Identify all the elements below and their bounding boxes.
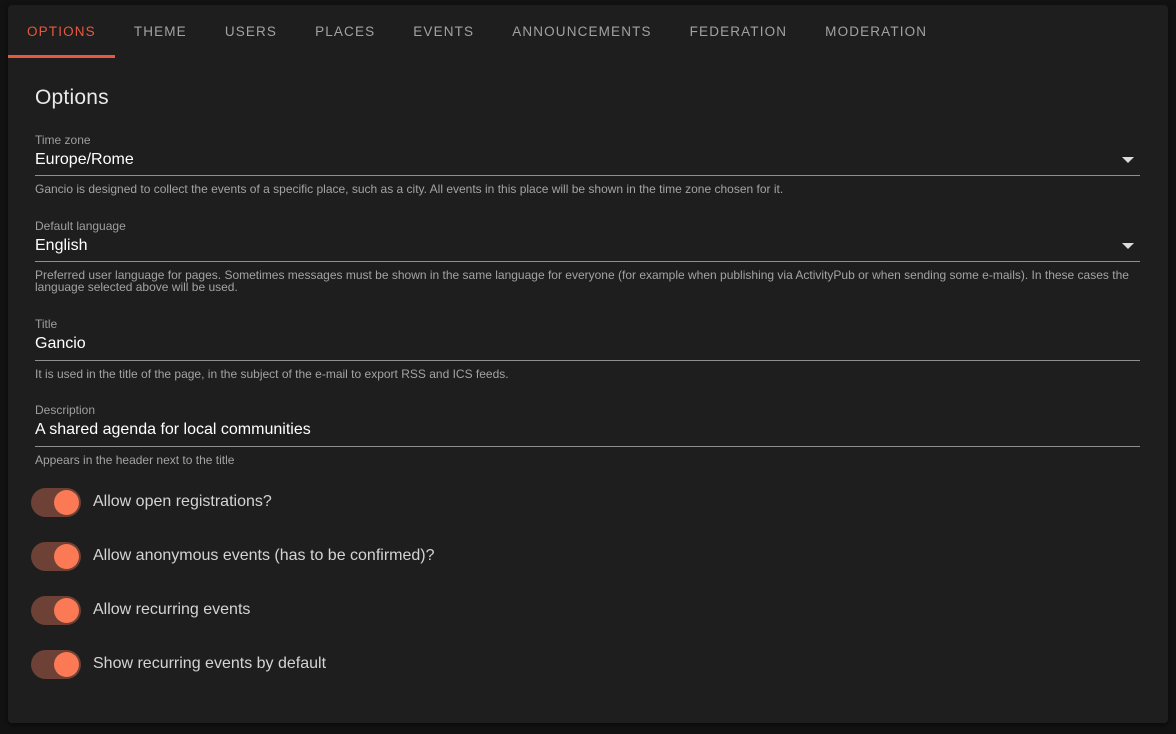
- toggle-row-recurring-events: [35, 596, 1140, 625]
- tab-options-label: OPTIONS: [27, 24, 96, 39]
- tab-theme-label: THEME: [133, 24, 187, 39]
- description-field: [35, 403, 1140, 467]
- toggle-row-open-registrations: [35, 488, 1140, 517]
- timezone-value: Europe/Rome: [35, 151, 134, 168]
- recurring-events-switch[interactable]: [31, 596, 81, 625]
- tab-places[interactable]: [296, 5, 394, 58]
- switch-thumb: [54, 598, 79, 623]
- description-label: Description: [35, 403, 96, 417]
- tab-theme[interactable]: [115, 5, 206, 58]
- tab-events[interactable]: [394, 5, 493, 58]
- timezone-label: Time zone: [35, 133, 91, 147]
- tab-moderation-label: MODERATION: [825, 24, 928, 39]
- show-recurring-default-switch[interactable]: [31, 650, 81, 679]
- timezone-field: [35, 133, 1140, 196]
- toggle-list: [35, 488, 1140, 679]
- switch-thumb: [54, 652, 79, 677]
- recurring-events-label: Allow recurring events: [93, 601, 251, 618]
- timezone-select[interactable]: [35, 151, 1140, 176]
- anonymous-events-label: Allow anonymous events (has to be confirmed)?: [93, 547, 435, 564]
- switch-thumb: [54, 490, 79, 515]
- default-language-field: [35, 219, 1140, 294]
- title-input[interactable]: [35, 335, 1140, 361]
- options-panel: [8, 58, 1168, 679]
- page-title: Options: [35, 86, 109, 109]
- toggle-row-anonymous-events: [35, 542, 1140, 571]
- timezone-hint: Gancio is designed to collect the events of a specific place, such as a city. All events in this place will be shown in the time zone chosen for it.: [35, 182, 784, 196]
- admin-settings-card: [8, 5, 1168, 723]
- tab-announcements[interactable]: [493, 5, 670, 58]
- default-language-hint: Preferred user language for pages. Sometimes messages must be shown in the same language for everyone (for example when publishing via ActivityPub or when sending some e-mails). In these cases the language selected above will be used.: [35, 267, 1129, 294]
- anonymous-events-switch[interactable]: [31, 542, 81, 571]
- default-language-select[interactable]: [35, 237, 1140, 262]
- tab-federation-label: FEDERATION: [689, 24, 788, 39]
- open-registrations-label: Allow open registrations?: [93, 493, 272, 510]
- caret-down-icon: [1122, 157, 1134, 163]
- description-hint: Appears in the header next to the title: [35, 453, 235, 467]
- default-language-label: Default language: [35, 218, 126, 233]
- title-label: Title: [35, 316, 58, 331]
- toggle-row-show-recurring-default: [35, 650, 1140, 679]
- tab-announcements-label: ANNOUNCEMENTS: [512, 24, 652, 39]
- show-recurring-default-label: Show recurring events by default: [93, 655, 327, 672]
- title-field: [35, 317, 1140, 381]
- default-language-value: English: [35, 236, 88, 254]
- tab-moderation[interactable]: [806, 5, 946, 58]
- switch-thumb: [54, 544, 79, 569]
- tab-users[interactable]: [206, 5, 296, 58]
- description-input[interactable]: [35, 421, 1140, 447]
- tab-users-label: USERS: [224, 24, 278, 39]
- tab-places-label: PLACES: [315, 24, 376, 39]
- tab-federation[interactable]: [671, 5, 807, 58]
- tab-options[interactable]: [8, 5, 115, 58]
- title-hint: It is used in the title of the page, in the subject of the e-mail to export RSS and ICS feeds.: [35, 366, 509, 381]
- admin-tab-bar: [8, 5, 1168, 58]
- open-registrations-switch[interactable]: [31, 488, 81, 517]
- caret-down-icon: [1122, 243, 1134, 249]
- tab-events-label: EVENTS: [413, 24, 475, 39]
